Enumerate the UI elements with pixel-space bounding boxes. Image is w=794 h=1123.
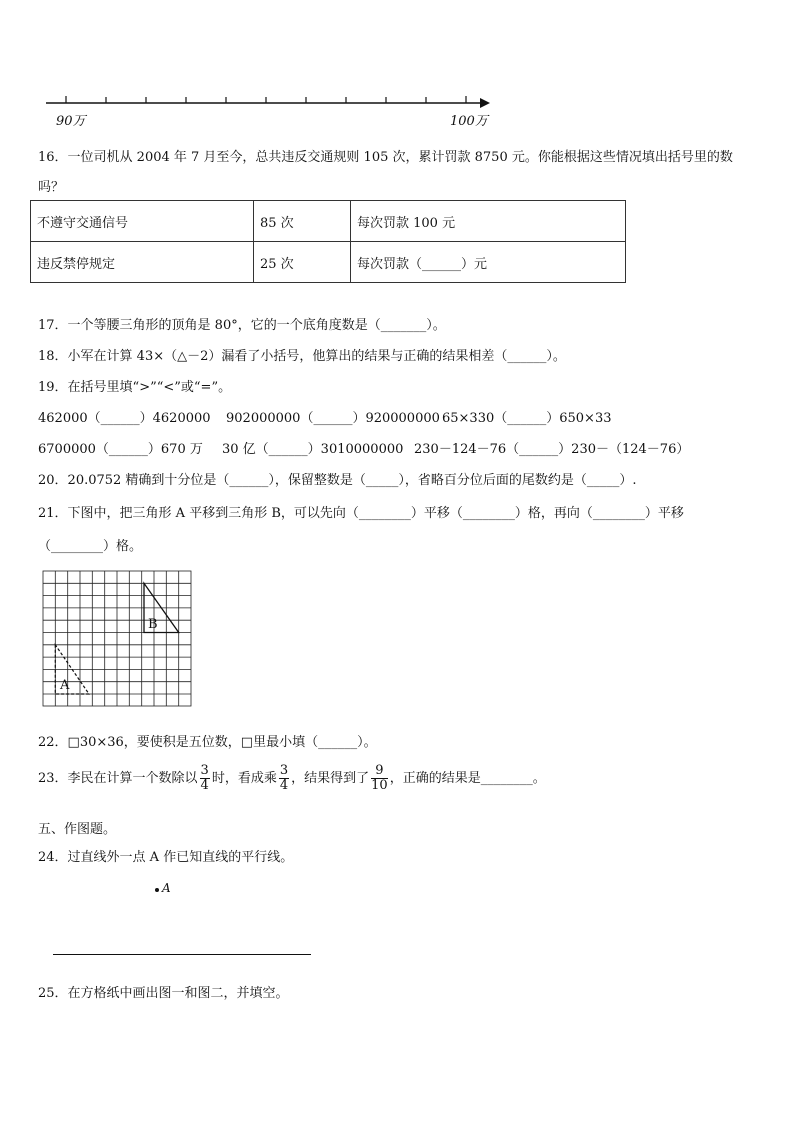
table-cell: 不遵守交通信号 <box>31 201 254 242</box>
triangle-b-label: B <box>148 617 158 632</box>
q23 <box>38 764 546 793</box>
table-row <box>31 201 626 242</box>
q16-line2: 吗？ <box>38 180 65 195</box>
table-cell: 违反禁停规定 <box>31 242 254 283</box>
table-cell: 25 次 <box>254 242 351 283</box>
section-5-heading: 五、作图题。 <box>38 822 117 837</box>
number-line-start-label: 90万 <box>56 114 86 129</box>
triangle-a-label: A <box>60 678 70 693</box>
q16-table <box>30 200 626 283</box>
q25: 25．在方格纸中画出图一和图二，并填空。 <box>38 986 289 1001</box>
q21-line1: 21．下图中，把三角形 A 平移到三角形 B，可以先向（________）平移（________）格，再向（________）平移 <box>38 506 684 521</box>
q19-title: 19．在括号里填“>”“<”或“=”。 <box>38 380 232 395</box>
frac-denominator: 4 <box>279 778 289 793</box>
number-line-end-label: 100万 <box>450 114 488 129</box>
q20: 20．20.0752 精确到十分位是（______），保留整数是（_____），省略百分位后面的尾数约是（_____）. <box>38 473 637 488</box>
q18: 18．小军在计算 43×（△－2）漏看了小括号，他算出的结果与正确的结果相差（______）。 <box>38 349 566 364</box>
q17: 17．一个等腰三角形的顶角是 80°，它的一个底角度数是（_______）。 <box>38 318 446 333</box>
q19-r2c3: 230－124－76（______）230－（124－76） <box>414 442 690 457</box>
q24: 24．过直线外一点 A 作已知直线的平行线。 <box>38 850 294 865</box>
q23-mid1: 时，看成乘 <box>211 771 277 786</box>
q22: 22．□30×36，要使积是五位数，□里最小填（______）。 <box>38 735 377 750</box>
point-a-dot <box>155 888 159 892</box>
table-cell: 每次罚款 100 元 <box>351 201 626 242</box>
q19-r1c2: 902000000（______）920000000 <box>226 411 440 426</box>
frac-denominator: 4 <box>200 778 209 793</box>
q19-r2c1: 6700000（______）670 万 <box>38 442 203 457</box>
q16-line1: 16．一位司机从 2004 年 7 月至今，总共违反交通规则 105 次，累计罚款 8750 元。你能根据这些情况填出括号里的数 <box>38 150 733 165</box>
fraction-3-4-b <box>279 764 289 793</box>
table-cell: 每次罚款（______）元 <box>351 242 626 283</box>
q23-suffix: ，正确的结果是________。 <box>389 771 546 786</box>
q19-r2c2: 30 亿（______）3010000000 <box>222 442 404 457</box>
table-row <box>31 242 626 283</box>
frac-denominator: 10 <box>371 778 388 793</box>
q23-mid2: ，结果得到了 <box>291 771 370 786</box>
q19-r1c1: 462000（______）4620000 <box>38 411 211 426</box>
frac-numerator: 3 <box>279 763 289 778</box>
number-line <box>40 86 500 128</box>
q19-r1c3: 65×330（______）650×33 <box>442 411 612 426</box>
frac-numerator: 3 <box>200 763 209 778</box>
given-line <box>53 954 311 955</box>
frac-numerator: 9 <box>371 764 388 779</box>
fraction-9-10 <box>371 764 388 793</box>
point-a-label: A <box>162 881 171 895</box>
fraction-3-4 <box>200 764 210 793</box>
q21-line2: （________）格。 <box>38 539 143 554</box>
q23-prefix: 23．李民在计算一个数除以 <box>38 771 198 786</box>
table-cell: 85 次 <box>254 201 351 242</box>
